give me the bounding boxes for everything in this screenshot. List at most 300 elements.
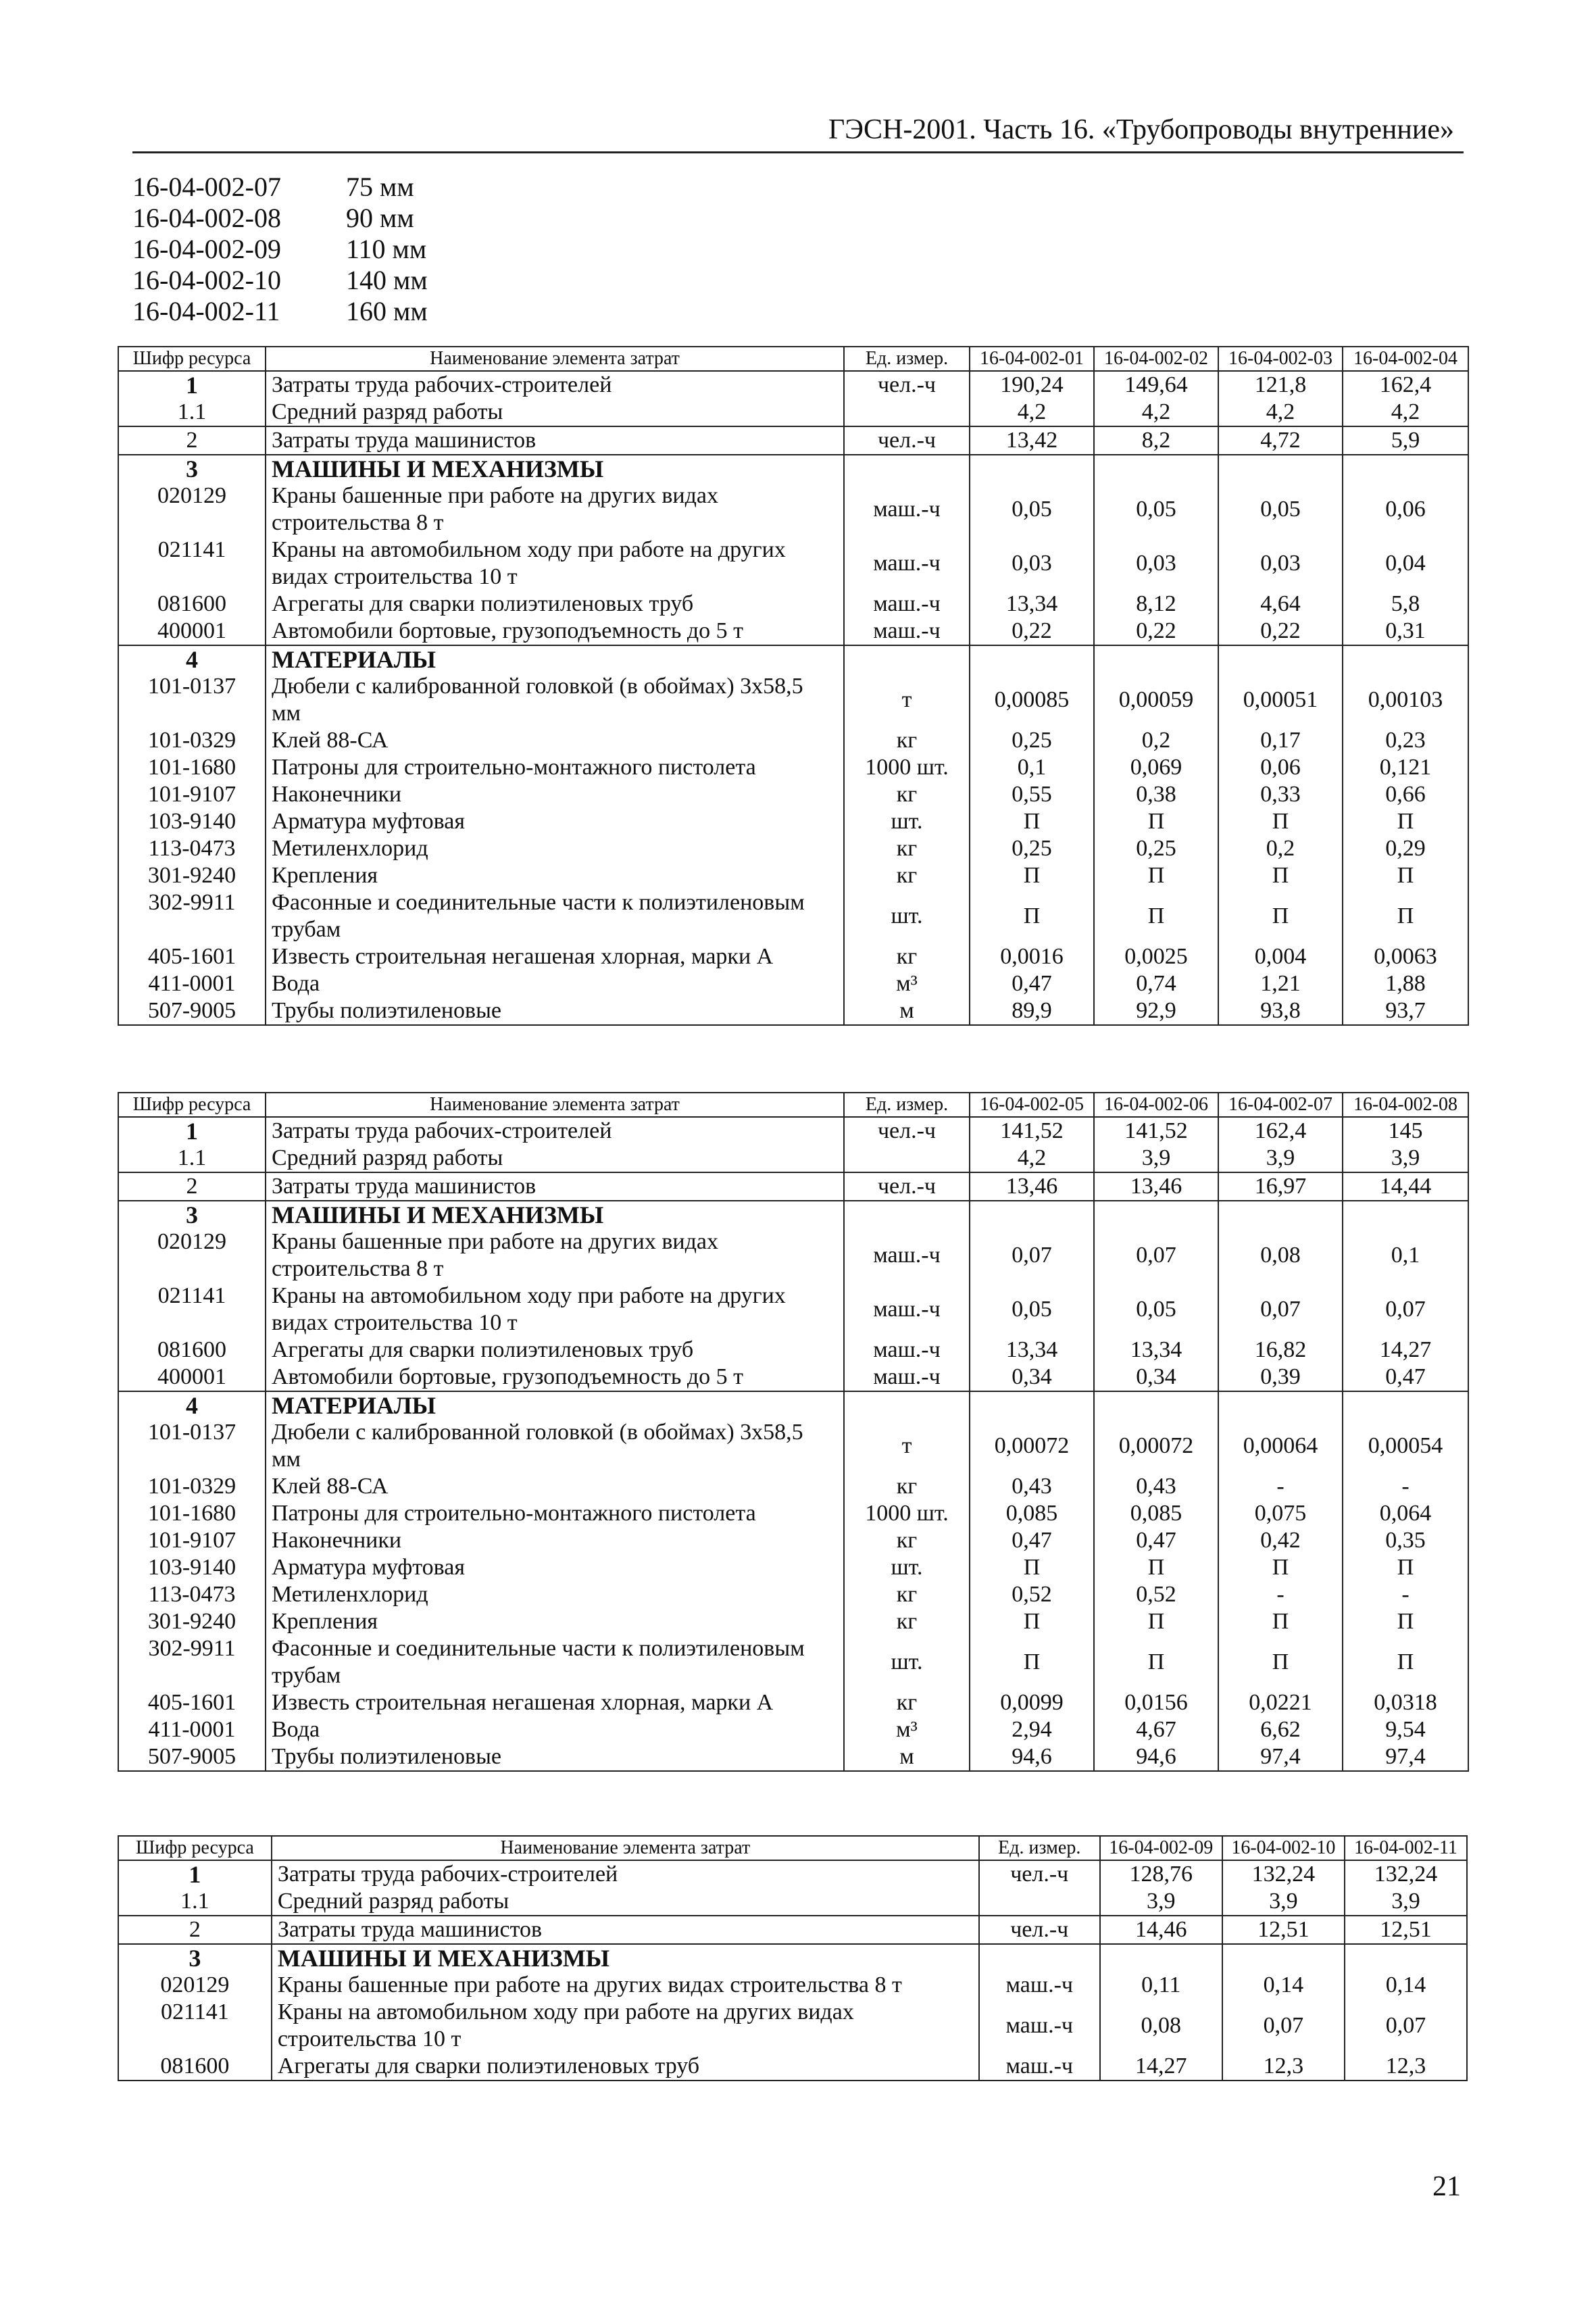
norm-value: 93,8 [1218,997,1343,1025]
resource-code: 2 [118,1172,266,1201]
norm-value: 0,42 [1218,1527,1343,1554]
unit: т [844,1419,970,1473]
unit: шт. [844,1635,970,1689]
resource-code: 302-9911 [118,889,266,943]
unit: маш.-ч [844,1364,970,1391]
header-code: Шифр ресурса [118,347,266,371]
cost-element-name: Фасонные и соединительные части к полиэтиленовым трубам [266,889,844,943]
table-row [118,399,1468,426]
norm-value: 16,97 [1218,1172,1343,1201]
header-column-code: 16-04-002-06 [1094,1093,1218,1117]
resource-code: 301-9240 [118,1608,266,1635]
header-code: Шифр ресурса [118,1093,266,1117]
table-row [118,1145,1468,1172]
norm-value: 0,47 [1094,1527,1218,1554]
norm-value: 0,0025 [1094,943,1218,970]
resource-code: 1 [118,1860,272,1888]
unit: чел.-ч [979,1916,1100,1944]
cost-element-name: Краны башенные при работе на других видах строительства 8 т [266,482,844,537]
resource-code: 081600 [118,591,266,618]
norm-value: 0,25 [1094,835,1218,862]
norm-value: 0,04 [1343,537,1468,591]
norm-value: 0,08 [1100,1999,1222,2053]
unit: кг [844,1473,970,1500]
resource-code: 2 [118,1916,272,1944]
unit: маш.-ч [844,537,970,591]
resource-code: 021141 [118,1999,272,2053]
page-number: 21 [1432,2171,1461,2202]
norm-value: 0,07 [1343,1283,1468,1337]
header-column-code: 16-04-002-08 [1343,1093,1468,1117]
size-label: 90 мм [346,203,414,233]
code-size-item [132,172,428,203]
norm-value [1343,645,1468,673]
norm-value: 0,069 [1094,754,1218,781]
cost-element-name: Краны на автомобильном ходу при работе на других видах строительства 10 т [266,1283,844,1337]
cost-element-name: Агрегаты для сварки полиэтиленовых труб [266,591,844,618]
norm-value: 0,43 [1094,1473,1218,1500]
cost-element-name: Автомобили бортовые, грузоподъемность до 5 т [266,618,844,645]
resource-code: 400001 [118,618,266,645]
norm-value: 0,075 [1218,1500,1343,1527]
norm-value [1100,1944,1222,1972]
norm-value: П [1094,862,1218,889]
norm-value: П [1094,1554,1218,1581]
norm-value: 0,43 [970,1473,1094,1500]
norm-value: 141,52 [970,1117,1094,1145]
header-name: Наименование элемента затрат [266,347,844,371]
header-code: Шифр ресурса [118,1836,272,1860]
resource-code: 101-0329 [118,727,266,754]
resource-code: 101-1680 [118,1500,266,1527]
resource-code: 101-1680 [118,754,266,781]
norm-value: 0,00051 [1218,673,1343,727]
cost-element-name: МАШИНЫ И МЕХАНИЗМЫ [272,1944,979,1972]
norm-value: 3,9 [1222,1888,1345,1916]
header-column-code: 16-04-002-02 [1094,347,1218,371]
size-label: 75 мм [346,172,414,202]
table-row [118,673,1468,727]
norm-value: 0,1 [1343,1228,1468,1283]
norm-value: 132,24 [1345,1860,1467,1888]
resource-code: 400001 [118,1364,266,1391]
unit: м [844,1743,970,1771]
unit [844,455,970,482]
cost-element-name: Агрегаты для сварки полиэтиленовых труб [266,1337,844,1364]
cost-element-name: Дюбели с калиброванной головкой (в обоймах) 3х58,5 мм [266,673,844,727]
table-row [118,1689,1468,1716]
table-row [118,1860,1467,1888]
norm-value [970,1391,1094,1419]
resource-code: 021141 [118,537,266,591]
unit: чел.-ч [844,426,970,455]
norm-value: 0,35 [1343,1527,1468,1554]
norm-value: 149,64 [1094,371,1218,399]
table-row [118,808,1468,835]
unit: м³ [844,1716,970,1743]
norm-value: 0,55 [970,781,1094,808]
unit: кг [844,862,970,889]
cost-element-name: Средний разряд работы [266,1145,844,1172]
norm-value: 12,3 [1345,2053,1467,2081]
cost-element-name: Крепления [266,1608,844,1635]
norm-value: 14,27 [1343,1337,1468,1364]
norm-value [1343,455,1468,482]
norm-value: 4,2 [1218,399,1343,426]
norm-value: П [970,1635,1094,1689]
resource-code: 021141 [118,1283,266,1337]
table-row [118,1228,1468,1283]
code-label: 16-04-002-07 [132,172,281,202]
unit: кг [844,1608,970,1635]
norm-value [1094,455,1218,482]
table-row [118,1391,1468,1419]
norm-value: 0,14 [1345,1972,1467,1999]
norm-value: 162,4 [1343,371,1468,399]
norm-value: 8,2 [1094,426,1218,455]
code-size-item [132,265,428,296]
table-row [118,482,1468,537]
cost-element-name: Затраты труда машинистов [272,1916,979,1944]
norm-value: П [1094,1608,1218,1635]
table-row [118,1283,1468,1337]
table-row [118,1999,1467,2053]
unit: маш.-ч [844,618,970,645]
cost-element-name: МАТЕРИАЛЫ [266,1391,844,1419]
page-header-title: ГЭСН-2001. Часть 16. «Трубопроводы внутренние» [828,114,1454,145]
code-size-list [132,172,428,327]
resource-code: 507-9005 [118,997,266,1025]
norm-value: 0,00072 [970,1419,1094,1473]
norm-value: 0,085 [970,1500,1094,1527]
cost-element-name: Наконечники [266,1527,844,1554]
norm-value: 4,67 [1094,1716,1218,1743]
cost-element-name: Автомобили бортовые, грузоподъемность до 5 т [266,1364,844,1391]
resource-code: 302-9911 [118,1635,266,1689]
unit: кг [844,1527,970,1554]
resource-code: 1.1 [118,1888,272,1916]
unit: м³ [844,970,970,997]
norm-value: 0,25 [970,727,1094,754]
norm-value: 6,62 [1218,1716,1343,1743]
norm-value [1094,645,1218,673]
header-unit: Ед. измер. [979,1836,1100,1860]
header-unit: Ед. измер. [844,1093,970,1117]
resource-code: 081600 [118,2053,272,2081]
norm-value [970,455,1094,482]
resource-code: 101-0137 [118,673,266,727]
norm-value: 190,24 [970,371,1094,399]
norm-value: 0,07 [1218,1283,1343,1337]
unit: маш.-ч [979,1999,1100,2053]
table-row [118,1743,1468,1771]
norm-value: 2,94 [970,1716,1094,1743]
table-row [118,862,1468,889]
table-row [118,1117,1468,1145]
norm-value: П [1218,1635,1343,1689]
norm-value: 97,4 [1343,1743,1468,1771]
unit: маш.-ч [844,482,970,537]
norm-value: П [1343,808,1468,835]
cost-element-name: Средний разряд работы [272,1888,979,1916]
cost-element-name: Арматура муфтовая [266,808,844,835]
norm-value: П [1343,862,1468,889]
norm-value: П [1343,1608,1468,1635]
norm-value: 4,2 [970,1145,1094,1172]
code-label: 16-04-002-08 [132,203,281,233]
norm-value: 0,39 [1218,1364,1343,1391]
norm-value: П [1343,1554,1468,1581]
header-column-code: 16-04-002-11 [1345,1836,1467,1860]
resource-code: 101-0137 [118,1419,266,1473]
table-header-row [118,347,1468,371]
unit: шт. [844,808,970,835]
table-row [118,997,1468,1025]
unit: чел.-ч [844,1117,970,1145]
norm-value: 4,2 [1094,399,1218,426]
resource-code: 507-9005 [118,1743,266,1771]
unit [844,645,970,673]
cost-element-name: Краны на автомобильном ходу при работе на других видах строительства 10 т [272,1999,979,2053]
norm-value: 0,05 [1094,1283,1218,1337]
norm-value: П [1343,1635,1468,1689]
table-row [118,1364,1468,1391]
table-header-row [118,1836,1467,1860]
unit: маш.-ч [844,1283,970,1337]
norm-value: 0,08 [1218,1228,1343,1283]
norm-value: 0,0063 [1343,943,1468,970]
norm-value: П [1094,1635,1218,1689]
norm-value: 0,05 [1094,482,1218,537]
norm-value: 0,03 [1094,537,1218,591]
norm-value: 13,46 [1094,1172,1218,1201]
code-label: 16-04-002-11 [132,296,280,326]
resource-code: 101-9107 [118,781,266,808]
resource-code: 3 [118,1201,266,1228]
norm-value: 0,29 [1343,835,1468,862]
resource-code: 405-1601 [118,1689,266,1716]
norm-value: - [1343,1581,1468,1608]
unit [979,1944,1100,1972]
header-column-code: 16-04-002-03 [1218,347,1343,371]
table-row [118,1201,1468,1228]
table-row [118,1635,1468,1689]
norm-value [970,645,1094,673]
header-column-code: 16-04-002-05 [970,1093,1094,1117]
norm-value [1218,1391,1343,1419]
norm-value: 0,1 [970,754,1094,781]
table-row [118,591,1468,618]
norm-value: П [1094,889,1218,943]
unit: чел.-ч [844,1172,970,1201]
norm-value: 13,34 [970,591,1094,618]
unit [844,1391,970,1419]
norm-value: 0,2 [1218,835,1343,862]
norm-value: П [970,862,1094,889]
norm-value: 16,82 [1218,1337,1343,1364]
norm-value: 0,0099 [970,1689,1094,1716]
resource-code: 020129 [118,482,266,537]
norm-value: - [1218,1473,1343,1500]
norm-value: 0,00085 [970,673,1094,727]
norm-value: 1,21 [1218,970,1343,997]
page-header [132,108,1464,153]
norm-value: 0,00059 [1094,673,1218,727]
norm-value: П [1218,808,1343,835]
table-row [118,970,1468,997]
table-row [118,943,1468,970]
cost-element-name: Метиленхлорид [266,835,844,862]
norm-value: 0,47 [1343,1364,1468,1391]
size-label: 110 мм [346,234,427,264]
code-size-item [132,234,428,265]
norm-value: 0,05 [970,1283,1094,1337]
norm-value: П [1343,889,1468,943]
cost-element-name: МАШИНЫ И МЕХАНИЗМЫ [266,455,844,482]
cost-element-name: Затраты труда рабочих-строителей [272,1860,979,1888]
table-row [118,1716,1468,1743]
cost-element-name: Патроны для строительно-монтажного пистолета [266,1500,844,1527]
norm-value: 0,66 [1343,781,1468,808]
unit: кг [844,1581,970,1608]
table-row [118,371,1468,399]
table-row [118,1419,1468,1473]
norm-value: 13,42 [970,426,1094,455]
norm-value: П [970,1554,1094,1581]
norm-value: 141,52 [1094,1117,1218,1145]
table-row [118,618,1468,645]
resource-code: 113-0473 [118,1581,266,1608]
table-row [118,1888,1467,1916]
resource-code: 411-0001 [118,1716,266,1743]
table-row [118,645,1468,673]
norm-value [1218,645,1343,673]
norm-value: 97,4 [1218,1743,1343,1771]
cost-element-name: Клей 88-СА [266,727,844,754]
cost-element-name: Метиленхлорид [266,1581,844,1608]
norm-value: 0,004 [1218,943,1343,970]
norm-value: 4,2 [1343,399,1468,426]
table-row [118,1500,1468,1527]
norm-value: 0,34 [1094,1364,1218,1391]
header-column-code: 16-04-002-01 [970,347,1094,371]
norm-value: - [1343,1473,1468,1500]
norm-value: П [1218,1554,1343,1581]
resource-code: 3 [118,455,266,482]
norm-value [1094,1201,1218,1228]
unit [844,1201,970,1228]
norm-value: 94,6 [1094,1743,1218,1771]
norm-value: 89,9 [970,997,1094,1025]
table-row [118,835,1468,862]
norm-value: 0,07 [1345,1999,1467,2053]
header-column-code: 16-04-002-10 [1222,1836,1345,1860]
norm-value: 0,38 [1094,781,1218,808]
cost-element-name: Арматура муфтовая [266,1554,844,1581]
unit: маш.-ч [979,2053,1100,2081]
norm-value: 0,06 [1343,482,1468,537]
table-row [118,537,1468,591]
norm-value: 0,47 [970,970,1094,997]
norm-value: 9,54 [1343,1716,1468,1743]
unit: кг [844,727,970,754]
norm-value: 0,0318 [1343,1689,1468,1716]
norm-value: 0,00054 [1343,1419,1468,1473]
norm-value: 0,2 [1094,727,1218,754]
unit [844,1145,970,1172]
norm-value: 12,51 [1345,1916,1467,1944]
norm-value [1343,1391,1468,1419]
cost-element-name: Агрегаты для сварки полиэтиленовых труб [272,2053,979,2081]
cost-element-name: Вода [266,970,844,997]
norm-value: 0,03 [970,537,1094,591]
norm-value: 0,07 [970,1228,1094,1283]
norm-value: 145 [1343,1117,1468,1145]
norm-value: П [970,1608,1094,1635]
table-row [118,1172,1468,1201]
header-name: Наименование элемента затрат [266,1093,844,1117]
norm-value [1222,1944,1345,1972]
norm-value: 0,0016 [970,943,1094,970]
norm-value: 0,23 [1343,727,1468,754]
norm-value: 0,00072 [1094,1419,1218,1473]
unit: кг [844,781,970,808]
norm-value: 1,88 [1343,970,1468,997]
norm-value: П [1218,889,1343,943]
unit: шт. [844,1554,970,1581]
header-name: Наименование элемента затрат [272,1836,979,1860]
cost-element-name: Фасонные и соединительные части к полиэтиленовым трубам [266,1635,844,1689]
cost-element-name: Клей 88-СА [266,1473,844,1500]
norm-value: 14,44 [1343,1172,1468,1201]
norm-value: 0,0156 [1094,1689,1218,1716]
norm-value: - [1218,1581,1343,1608]
resource-code: 081600 [118,1337,266,1364]
norm-value: 12,51 [1222,1916,1345,1944]
unit: маш.-ч [844,1337,970,1364]
norm-value: 0,22 [1218,618,1343,645]
cost-element-name: Трубы полиэтиленовые [266,997,844,1025]
resource-code: 1.1 [118,399,266,426]
resource-code: 411-0001 [118,970,266,997]
resource-code: 020129 [118,1972,272,1999]
norm-value: 3,9 [1094,1145,1218,1172]
table-row [118,426,1468,455]
norm-value: 0,34 [970,1364,1094,1391]
table-row [118,754,1468,781]
norm-value: 13,34 [970,1337,1094,1364]
norm-value [1345,1944,1467,1972]
cost-element-name: Краны на автомобильном ходу при работе на других видах строительства 10 т [266,537,844,591]
norm-value: 0,14 [1222,1972,1345,1999]
norm-value: П [1218,1608,1343,1635]
resource-code: 101-0329 [118,1473,266,1500]
norm-value: 0,52 [1094,1581,1218,1608]
norm-value: 0,07 [1222,1999,1345,2053]
norm-value: 8,12 [1094,591,1218,618]
norm-value: 0,11 [1100,1972,1222,1999]
resource-code: 4 [118,1391,266,1419]
resource-code: 301-9240 [118,862,266,889]
table-row [118,455,1468,482]
table-row [118,781,1468,808]
unit: м [844,997,970,1025]
norms-table-1 [118,346,1469,1026]
norm-value [1343,1201,1468,1228]
norm-value: 121,8 [1218,371,1343,399]
resource-code: 3 [118,1944,272,1972]
norm-value: 4,72 [1218,426,1343,455]
